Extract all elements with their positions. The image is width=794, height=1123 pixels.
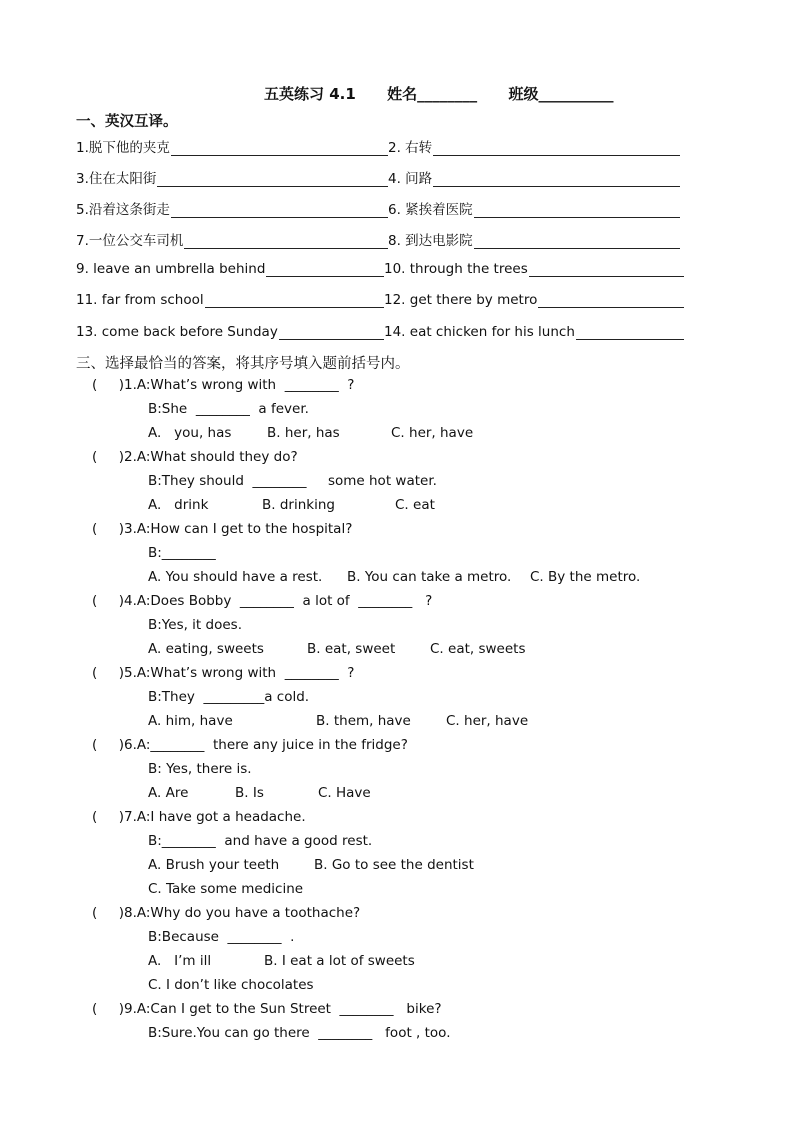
choice-option[interactable]: B. I eat a lot of sweets bbox=[264, 953, 415, 969]
translate-row bbox=[76, 198, 686, 220]
choice-option[interactable]: B. You can take a metro. bbox=[347, 569, 512, 585]
choice-option[interactable]: A. eating, sweets bbox=[148, 641, 264, 657]
answer-line[interactable] bbox=[184, 233, 388, 249]
translate-item[interactable]: 14. eat chicken for his lunch bbox=[384, 324, 684, 340]
choice-option[interactable]: A. him, have bbox=[148, 713, 233, 729]
translate-row bbox=[76, 261, 686, 283]
choice-option[interactable]: C. By the metro. bbox=[530, 569, 641, 585]
answer-line[interactable] bbox=[157, 171, 388, 187]
choice-option[interactable]: C. Have bbox=[318, 785, 371, 801]
answer-line[interactable] bbox=[279, 324, 384, 340]
question-line-b: B:Yes, it does. bbox=[148, 617, 242, 633]
translate-row bbox=[76, 324, 686, 346]
question-line-b: B:________ bbox=[148, 545, 216, 561]
question-line-a: ( )8.A:Why do you have a toothache? bbox=[92, 905, 361, 921]
choice-option[interactable]: A. drink bbox=[148, 497, 209, 513]
choice-option[interactable]: C. I don’t like chocolates bbox=[148, 977, 314, 993]
question-line-b: B:She ________ a fever. bbox=[148, 401, 309, 417]
translate-item[interactable]: 2. 右转 bbox=[388, 136, 680, 156]
choice-option[interactable]: A. I’m ill bbox=[148, 953, 212, 969]
answer-line[interactable] bbox=[433, 171, 680, 187]
translate-item[interactable]: 13. come back before Sunday bbox=[76, 324, 384, 340]
section-3-heading: 三、选择最恰当的答案，将其序号填入题前括号内。 bbox=[76, 356, 410, 372]
translate-item[interactable]: 6. 紧挨着医院 bbox=[388, 198, 680, 218]
question-line-a: ( )1.A:What’s wrong with ________ ? bbox=[92, 377, 355, 393]
question-line-a: ( )6.A:________ there any juice in the fridge? bbox=[92, 737, 408, 753]
choice-option[interactable]: B. them, have bbox=[316, 713, 411, 729]
translate-row bbox=[76, 229, 686, 251]
choice-option[interactable]: B. Go to see the dentist bbox=[314, 857, 474, 873]
answer-line[interactable] bbox=[433, 140, 680, 156]
translate-item[interactable]: 1.脱下他的夹克 bbox=[76, 136, 388, 156]
translate-row bbox=[76, 136, 686, 158]
question-line-b: B:They should ________ some hot water. bbox=[148, 473, 437, 489]
answer-line[interactable] bbox=[529, 261, 684, 277]
answer-line[interactable] bbox=[538, 292, 684, 308]
question-line-b: B:________ and have a good rest. bbox=[148, 833, 373, 849]
answer-line[interactable] bbox=[205, 292, 384, 308]
question-line-a: ( )3.A:How can I get to the hospital? bbox=[92, 521, 353, 537]
choice-option[interactable]: A. Are bbox=[148, 785, 189, 801]
answer-line[interactable] bbox=[266, 261, 384, 277]
translate-item[interactable]: 9. leave an umbrella behind bbox=[76, 261, 384, 277]
question-line-b: B: Yes, there is. bbox=[148, 761, 252, 777]
translate-item[interactable]: 12. get there by metro bbox=[384, 292, 684, 308]
section-1-heading: 一、英汉互译。 bbox=[76, 114, 178, 130]
choice-option[interactable]: B. drinking bbox=[262, 497, 335, 513]
translate-item[interactable]: 10. through the trees bbox=[384, 261, 684, 277]
choice-option[interactable]: B. eat, sweet bbox=[307, 641, 396, 657]
answer-line[interactable] bbox=[474, 233, 680, 249]
choice-option[interactable]: B. her, has bbox=[267, 425, 340, 441]
question-line-a: ( )5.A:What’s wrong with ________ ? bbox=[92, 665, 355, 681]
answer-line[interactable] bbox=[171, 140, 388, 156]
question-line-a: ( )7.A:I have got a headache. bbox=[92, 809, 306, 825]
question-line-a: ( )4.A:Does Bobby ________ a lot of ________ ? bbox=[92, 593, 433, 609]
choice-option[interactable]: A. you, has bbox=[148, 425, 232, 441]
question-line-b: B:They _________a cold. bbox=[148, 689, 310, 705]
question-line-a: ( )2.A:What should they do? bbox=[92, 449, 298, 465]
choice-option[interactable]: C. eat bbox=[395, 497, 435, 513]
translate-item[interactable]: 11. far from school bbox=[76, 292, 384, 308]
choice-option[interactable]: B. Is bbox=[235, 785, 264, 801]
choice-option[interactable]: C. her, have bbox=[391, 425, 474, 441]
answer-line[interactable] bbox=[474, 202, 680, 218]
page-title: 五英练习 4.1 姓名________ 班级__________ bbox=[264, 85, 614, 103]
question-line-b: B:Because ________ . bbox=[148, 929, 295, 945]
translate-item[interactable]: 5.沿着这条街走 bbox=[76, 198, 388, 218]
translate-item[interactable]: 7.一位公交车司机 bbox=[76, 229, 388, 249]
question-line-a: ( )9.A:Can I get to the Sun Street ________ bike? bbox=[92, 1001, 442, 1017]
choice-option[interactable]: C. Take some medicine bbox=[148, 881, 304, 897]
translate-row bbox=[76, 292, 686, 314]
translate-item[interactable]: 8. 到达电影院 bbox=[388, 229, 680, 249]
choice-option[interactable]: C. her, have bbox=[446, 713, 529, 729]
answer-line[interactable] bbox=[576, 324, 684, 340]
translate-item[interactable]: 3.住在太阳街 bbox=[76, 167, 388, 187]
choice-option[interactable]: A. You should have a rest. bbox=[148, 569, 323, 585]
translate-item[interactable]: 4. 问路 bbox=[388, 167, 680, 187]
choice-option[interactable]: A. Brush your teeth bbox=[148, 857, 280, 873]
choice-option[interactable]: C. eat, sweets bbox=[430, 641, 526, 657]
question-line-b: B:Sure.You can go there ________ foot , too. bbox=[148, 1025, 451, 1041]
translate-row bbox=[76, 167, 686, 189]
answer-line[interactable] bbox=[171, 202, 388, 218]
